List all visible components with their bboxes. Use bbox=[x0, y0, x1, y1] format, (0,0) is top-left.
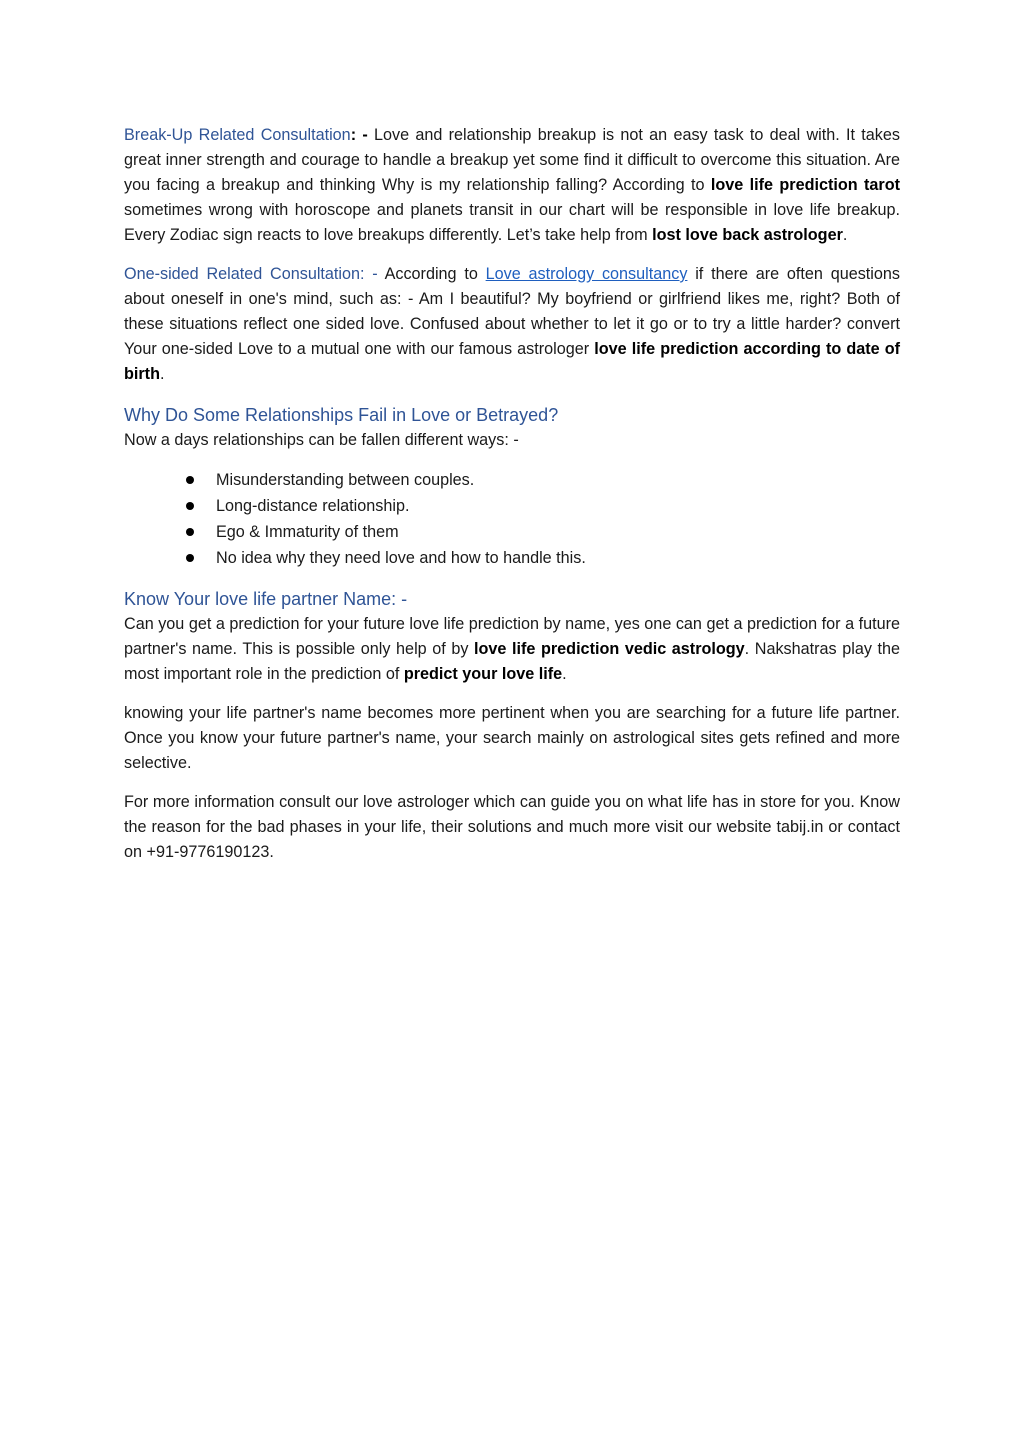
partner-paragraph bbox=[124, 612, 900, 687]
breakup-paragraph bbox=[124, 123, 900, 248]
breakup-text-1: Love and relationship breakup is not an easy task to deal with. It takes great inner strength and courage to handle a breakup yet some find it difficult to overcome this situation. Are you facing a breakup and thinking Why is my relationship falling? According to bbox=[124, 126, 900, 194]
onesided-bold-1: love life prediction according to date of birth bbox=[124, 340, 900, 383]
breakup-text-3: . bbox=[842, 226, 848, 244]
list-item bbox=[124, 519, 900, 545]
bullet-icon bbox=[186, 554, 194, 562]
list-item-text: Ego & Immaturity of them bbox=[216, 523, 399, 541]
partner-heading: Know Your love life partner Name: - bbox=[124, 589, 408, 609]
bullet-icon bbox=[186, 528, 194, 536]
love-astrology-consultancy-link[interactable]: Love astrology consultancy bbox=[485, 265, 688, 283]
breakup-text-2: sometimes wrong with horoscope and planets transit in our chart will be responsible in love life breakup. Every Zodiac sign reacts to love breakups differently. Let’s take help from bbox=[124, 201, 900, 244]
onesided-paragraph bbox=[124, 262, 900, 387]
partner-bold-2: predict your love life bbox=[403, 665, 563, 683]
partner-text-1: Can you get a prediction for your future love life prediction by name, yes one can get a prediction for a future partner's name. This is possible only help of by bbox=[124, 615, 900, 658]
breakup-bold-1: love life prediction tarot bbox=[710, 176, 900, 194]
partner-text-2: . Nakshatras play the most important role in the prediction of bbox=[124, 640, 901, 683]
list-item bbox=[124, 493, 900, 519]
breakup-separator: : - bbox=[350, 126, 368, 144]
partner-bold-1: love life prediction vedic astrology bbox=[474, 640, 745, 658]
why-heading: Why Do Some Relationships Fail in Love or Betrayed? bbox=[124, 405, 559, 425]
why-intro: Now a days relationships can be fallen different ways: - bbox=[124, 431, 519, 449]
document-page bbox=[124, 123, 900, 879]
list-item bbox=[124, 545, 900, 571]
why-bullet-list bbox=[124, 467, 900, 571]
partner-text-3: . bbox=[562, 665, 567, 683]
bullet-icon bbox=[186, 502, 194, 510]
list-item-text: No idea why they need love and how to handle this. bbox=[216, 549, 586, 567]
more-info-paragraph: For more information consult our love astrologer which can guide you on what life has in store for you. Know the reason for the bad phases in your life, their solutions and much more visit our website tabij.in or contact on +91-9776190123. bbox=[124, 793, 900, 861]
list-item bbox=[124, 467, 900, 493]
breakup-lead: Break-Up Related Consultation bbox=[124, 126, 351, 144]
onesided-lead: One-sided Related Consultation: - bbox=[124, 265, 378, 283]
list-item-text: Long-distance relationship. bbox=[216, 497, 410, 515]
list-item-text: Misunderstanding between couples. bbox=[216, 471, 475, 489]
onesided-text-1: According to bbox=[377, 265, 486, 283]
onesided-text-2: if there are often questions about oneself in one's mind, such as: - Am I beautiful? My boyfriend or girlfriend likes me, right? Both of these situations reflect one sided love. Confused about whether to let it go or to try a little harder? convert Your one-sided Love to a mutual one with our famous astrologer bbox=[124, 265, 900, 358]
bullet-icon bbox=[186, 476, 194, 484]
onesided-text-3: . bbox=[159, 365, 165, 383]
breakup-bold-2: lost love back astrologer bbox=[652, 226, 843, 244]
knowing-paragraph: knowing your life partner's name becomes more pertinent when you are searching for a future life partner. Once you know your future partner's name, your search mainly on astrological sites gets refined and more selective. bbox=[124, 704, 900, 772]
